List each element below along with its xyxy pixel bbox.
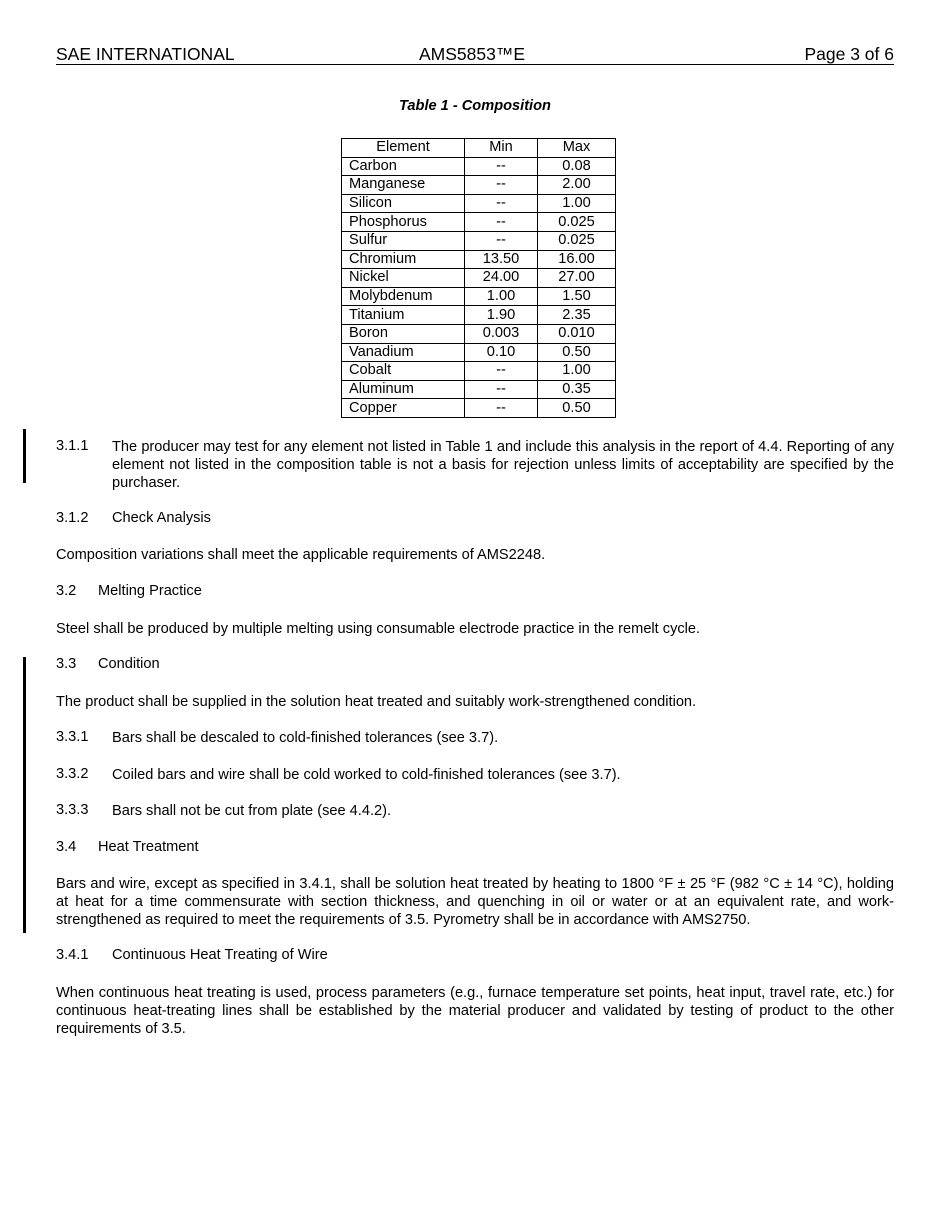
section-text: Coiled bars and wire shall be cold worked to cold-finished tolerances (see 3.7). (112, 767, 621, 783)
cell-min: 24.00 (465, 269, 538, 288)
cell-max: 0.010 (538, 324, 616, 343)
cell-min: 1.00 (465, 287, 538, 306)
cell-max: 1.00 (538, 194, 616, 213)
cell-min: -- (465, 176, 538, 195)
paragraph: The product shall be supplied in the solution heat treated and suitably work-strengthened condition. (56, 694, 697, 710)
cell-max: 0.50 (538, 399, 616, 418)
section-number: 3.3.2 (56, 766, 89, 782)
cell-element: Manganese (342, 176, 465, 195)
table-body (342, 157, 616, 417)
cell-min: -- (465, 362, 538, 381)
column-header-element: Element (342, 139, 465, 158)
composition-table (341, 138, 616, 418)
cell-max: 16.00 (538, 250, 616, 269)
cell-element: Carbon (342, 157, 465, 176)
table-row (342, 250, 616, 269)
change-bar (23, 429, 26, 483)
section-text: Bars shall be descaled to cold-finished tolerances (see 3.7). (112, 730, 499, 746)
section-heading: Check Analysis (112, 510, 211, 526)
table-row (342, 306, 616, 325)
paragraph: When continuous heat treating is used, process parameters (e.g., furnace temperature set points, heat input, travel rate, etc.) for continuous heat-treating lines shall be established by the material producer and validated by testing of product to the other requirements of 3.5. (56, 985, 894, 1037)
section-number: 3.3.3 (56, 802, 89, 818)
cell-max: 0.35 (538, 380, 616, 399)
section-number: 3.3 (56, 656, 77, 672)
cell-min: -- (465, 157, 538, 176)
table-row (342, 231, 616, 250)
cell-element: Cobalt (342, 362, 465, 381)
section-number: 3.1.1 (56, 438, 89, 454)
section-heading: Condition (98, 656, 160, 672)
cell-element: Phosphorus (342, 213, 465, 232)
cell-element: Chromium (342, 250, 465, 269)
table-row (342, 269, 616, 288)
cell-min: -- (465, 194, 538, 213)
section-heading: Melting Practice (98, 583, 202, 599)
cell-max: 0.50 (538, 343, 616, 362)
cell-max: 1.50 (538, 287, 616, 306)
cell-min: -- (465, 399, 538, 418)
document-number: AMS5853™E (419, 44, 526, 64)
table-row (342, 287, 616, 306)
cell-max: 0.025 (538, 231, 616, 250)
paragraph: Steel shall be produced by multiple melting using consumable electrode practice in the remelt cycle. (56, 621, 701, 637)
table-row (342, 399, 616, 418)
column-header-min: Min (465, 139, 538, 158)
section-text: Bars shall not be cut from plate (see 4.4.2). (112, 803, 392, 819)
table-row (342, 194, 616, 213)
cell-element: Molybdenum (342, 287, 465, 306)
table-row (342, 157, 616, 176)
section-number: 3.4 (56, 839, 77, 855)
table-row (342, 213, 616, 232)
cell-max: 2.35 (538, 306, 616, 325)
cell-max: 27.00 (538, 269, 616, 288)
table-row (342, 176, 616, 195)
cell-element: Vanadium (342, 343, 465, 362)
page-number: Page 3 of 6 (804, 44, 894, 64)
cell-min: 13.50 (465, 250, 538, 269)
paragraph: Bars and wire, except as specified in 3.4.1, shall be solution heat treated by heating to 1800 °F ± 25 °F (982 °C ± 14 °C), holding at heat for a time commensurate with section thickness, and quenching in oil or water or at an equivalent rate, and work-strengthened as required to meet the requirements of 3.5. Pyrometry shall be in accordance with AMS2750. (56, 876, 894, 928)
cell-element: Nickel (342, 269, 465, 288)
cell-min: -- (465, 213, 538, 232)
table-row (342, 380, 616, 399)
table-row (342, 343, 616, 362)
page-header (56, 44, 894, 65)
cell-min: 1.90 (465, 306, 538, 325)
paragraph: Composition variations shall meet the applicable requirements of AMS2248. (56, 547, 546, 563)
table-header-row (342, 139, 616, 158)
section-number: 3.4.1 (56, 947, 89, 963)
cell-max: 0.025 (538, 213, 616, 232)
table-row (342, 324, 616, 343)
cell-element: Sulfur (342, 231, 465, 250)
change-bar (23, 657, 26, 933)
cell-min: 0.10 (465, 343, 538, 362)
section-heading: Heat Treatment (98, 839, 199, 855)
cell-min: -- (465, 231, 538, 250)
column-header-max: Max (538, 139, 616, 158)
cell-min: -- (465, 380, 538, 399)
section-number: 3.3.1 (56, 729, 89, 745)
cell-element: Boron (342, 324, 465, 343)
table-title: Table 1 - Composition (399, 98, 551, 114)
section-heading: Continuous Heat Treating of Wire (112, 947, 328, 963)
cell-element: Aluminum (342, 380, 465, 399)
cell-max: 2.00 (538, 176, 616, 195)
cell-min: 0.003 (465, 324, 538, 343)
cell-element: Titanium (342, 306, 465, 325)
section-text: The producer may test for any element not listed in Table 1 and include this analysis in the report of 4.4. Reporting of any element not listed in the composition table is not a basis for rejection unless limits of acceptability are specified by the purchaser. (112, 439, 894, 491)
cell-max: 1.00 (538, 362, 616, 381)
cell-element: Silicon (342, 194, 465, 213)
table-row (342, 362, 616, 381)
section-number: 3.1.2 (56, 510, 89, 526)
publisher-name: SAE INTERNATIONAL (56, 44, 235, 64)
section-number: 3.2 (56, 583, 77, 599)
cell-max: 0.08 (538, 157, 616, 176)
cell-element: Copper (342, 399, 465, 418)
